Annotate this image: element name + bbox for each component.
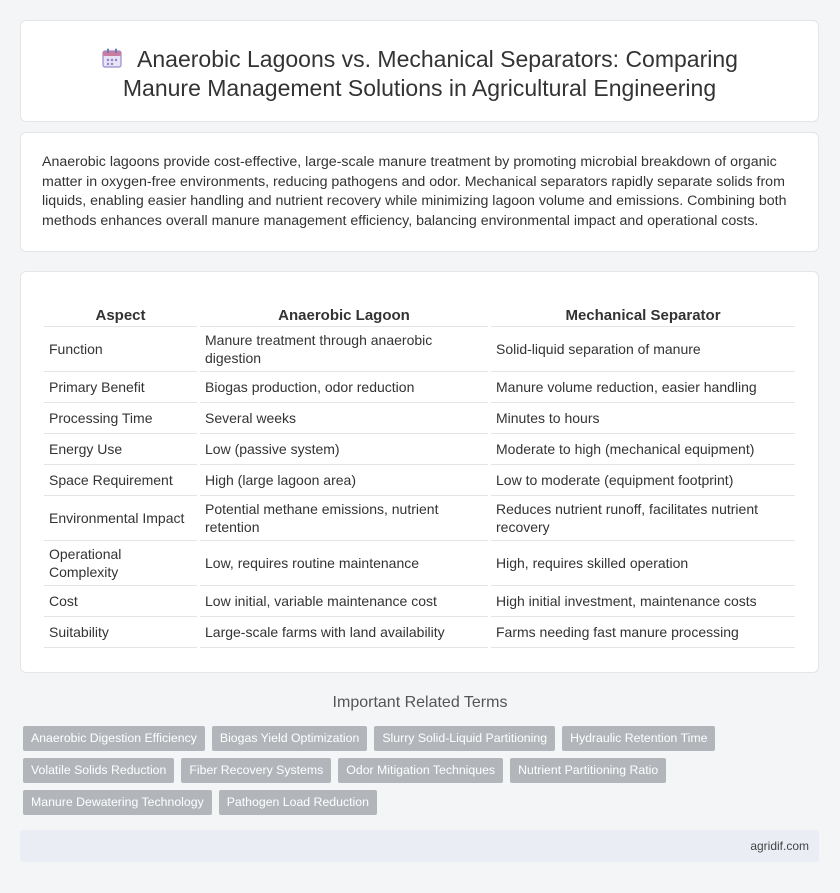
table-row — [44, 586, 795, 617]
table-cell: Low to moderate (equipment footprint) — [491, 465, 795, 496]
table-cell: Farms needing fast manure processing — [491, 617, 795, 648]
table-cell: Function — [44, 327, 197, 372]
table-cell: Moderate to high (mechanical equipment) — [491, 434, 795, 465]
table-row — [44, 372, 795, 403]
page-title — [21, 45, 818, 103]
table-cell: Suitability — [44, 617, 197, 648]
header-mechanical-separator: Mechanical Separator — [491, 292, 795, 327]
table-row — [44, 434, 795, 465]
table-cell: Reduces nutrient runoff, facilitates nutrient recovery — [491, 496, 795, 541]
related-term-tag[interactable]: Fiber Recovery Systems — [181, 758, 331, 783]
table-cell: Low (passive system) — [200, 434, 488, 465]
table-cell: Operational Complexity — [44, 541, 197, 586]
title-line-2: Manure Management Solutions in Agricultural Engineering — [122, 75, 717, 101]
related-term-tag[interactable]: Volatile Solids Reduction — [23, 758, 174, 783]
table-cell: High (large lagoon area) — [200, 465, 488, 496]
table-row — [44, 541, 795, 586]
table-row — [44, 617, 795, 648]
footer-site-link[interactable]: agridif.com — [750, 839, 809, 853]
table-cell: Cost — [44, 586, 197, 617]
related-term-tag[interactable]: Nutrient Partitioning Ratio — [510, 758, 666, 783]
table-cell: Biogas production, odor reduction — [200, 372, 488, 403]
table-cell: Low, requires routine maintenance — [200, 541, 488, 586]
related-term-tag[interactable]: Biogas Yield Optimization — [212, 726, 367, 751]
table-row — [44, 403, 795, 434]
table-cell: Primary Benefit — [44, 372, 197, 403]
header-aspect: Aspect — [44, 292, 197, 327]
related-terms-heading: Important Related Terms — [332, 694, 508, 711]
table-row — [44, 465, 795, 496]
table-cell: Large-scale farms with land availability — [200, 617, 488, 648]
table-cell: Several weeks — [200, 403, 488, 434]
related-term-tag[interactable]: Hydraulic Retention Time — [562, 726, 715, 751]
related-term-tag[interactable]: Anaerobic Digestion Efficiency — [23, 726, 205, 751]
related-term-tag[interactable]: Odor Mitigation Techniques — [338, 758, 503, 783]
footer — [20, 830, 819, 862]
related-term-tag[interactable]: Pathogen Load Reduction — [219, 790, 377, 815]
table-cell: High initial investment, maintenance costs — [491, 586, 795, 617]
header-anaerobic-lagoon: Anaerobic Lagoon — [200, 292, 488, 327]
table-cell: Environmental Impact — [44, 496, 197, 541]
related-term-tag[interactable]: Slurry Solid-Liquid Partitioning — [374, 726, 555, 751]
table-cell: Minutes to hours — [491, 403, 795, 434]
table-cell: High, requires skilled operation — [491, 541, 795, 586]
table-cell: Manure treatment through anaerobic digestion — [200, 327, 488, 372]
table-header-row — [44, 292, 795, 327]
table-cell: Processing Time — [44, 403, 197, 434]
table-row — [44, 327, 795, 372]
table-cell: Space Requirement — [44, 465, 197, 496]
table-cell: Low initial, variable maintenance cost — [200, 586, 488, 617]
related-terms-list — [23, 726, 823, 822]
summary-card — [20, 132, 819, 252]
related-term-tag[interactable]: Manure Dewatering Technology — [23, 790, 212, 815]
table-cell: Potential methane emissions, nutrient retention — [200, 496, 488, 541]
title-card — [20, 20, 819, 122]
summary-text: Anaerobic lagoons provide cost-effective, large-scale manure treatment by promoting microbial breakdown of organic matter in oxygen-free environments, reducing pathogens and odor. Mechanical separators rapidly separate solids from liquids, enabling easier handling and nutrient recovery while minimizing lagoon volume and emissions. Combining both methods enhances overall manure management efficiency, balancing environmental impact and operational costs. — [42, 154, 787, 229]
table-cell: Energy Use — [44, 434, 197, 465]
table-cell: Manure volume reduction, easier handling — [491, 372, 795, 403]
table-row — [44, 496, 795, 541]
comparison-table-card — [20, 271, 819, 673]
calendar-icon — [101, 47, 123, 69]
title-line-1: Anaerobic Lagoons vs. Mechanical Separators: Comparing — [137, 46, 738, 72]
comparison-table — [41, 292, 798, 648]
table-cell: Solid-liquid separation of manure — [491, 327, 795, 372]
